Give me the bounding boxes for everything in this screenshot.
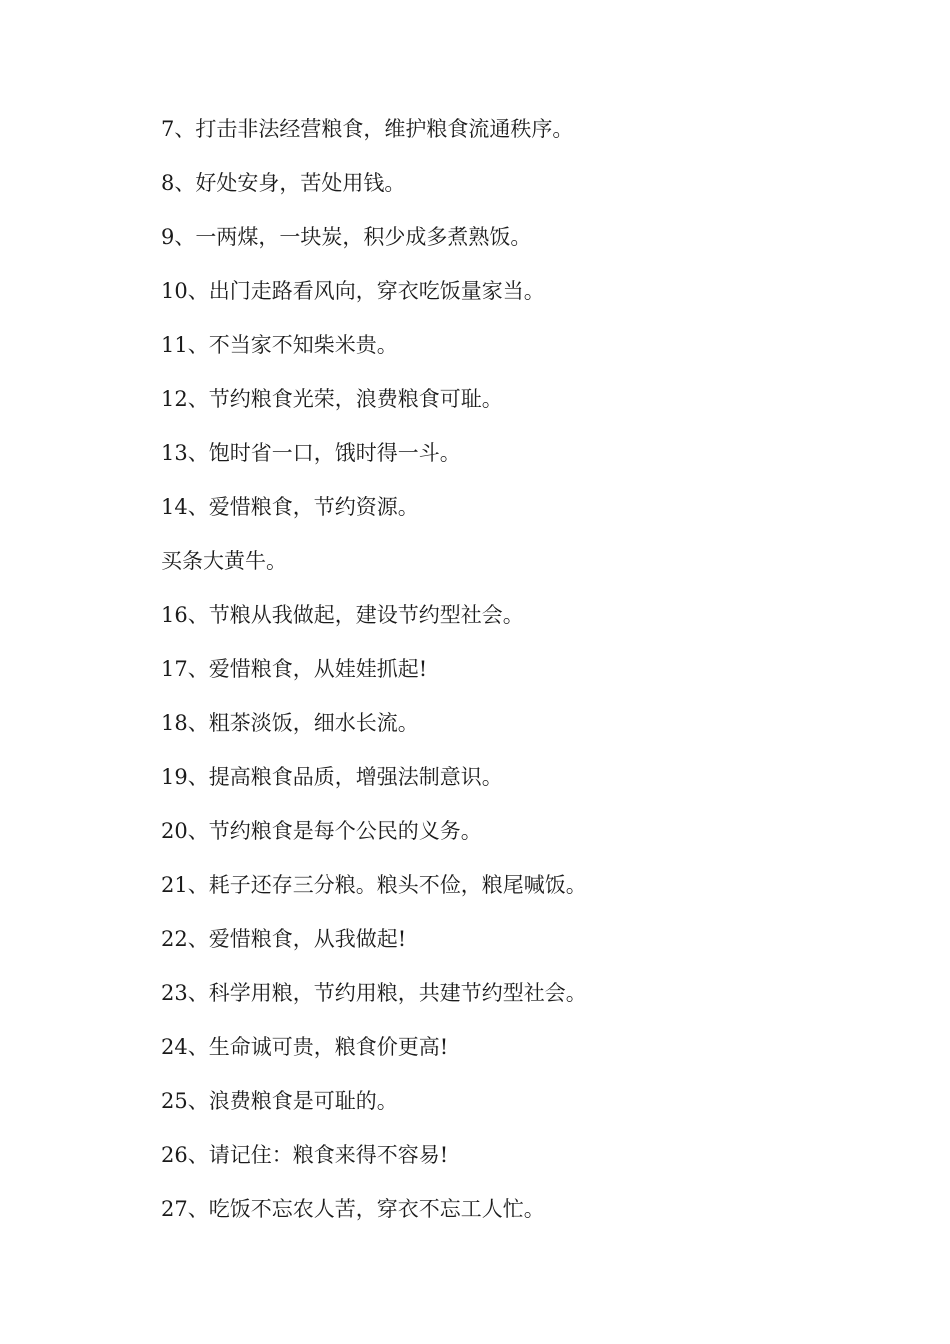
list-item: 9、一两煤，一块炭，积少成多煮熟饭。 xyxy=(161,225,532,249)
list-item: 22、爱惜粮食，从我做起! xyxy=(161,927,407,951)
list-item: 16、节粮从我做起，建设节约型社会。 xyxy=(161,603,524,627)
list-item: 14、爱惜粮食，节约资源。 xyxy=(161,495,419,519)
list-item: 25、浪费粮食是可耻的。 xyxy=(161,1089,398,1113)
list-item: 19、提高粮食品质，增强法制意识。 xyxy=(161,765,503,789)
list-item: 24、生命诚可贵，粮食价更高! xyxy=(161,1035,449,1059)
list-item: 12、节约粮食光荣，浪费粮食可耻。 xyxy=(161,387,503,411)
list-item: 21、耗子还存三分粮。粮头不俭，粮尾喊饭。 xyxy=(161,873,587,897)
list-item: 26、请记住：粮食来得不容易! xyxy=(161,1143,449,1167)
list-item: 13、饱时省一口，饿时得一斗。 xyxy=(161,441,461,465)
slogan-list xyxy=(161,112,881,1246)
list-item: 17、爱惜粮食，从娃娃抓起! xyxy=(161,657,428,681)
list-item: 11、不当家不知柴米贵。 xyxy=(161,333,398,357)
list-item: 23、科学用粮，节约用粮，共建节约型社会。 xyxy=(161,981,587,1005)
list-item: 买条大黄牛。 xyxy=(161,549,287,573)
list-item: 8、好处安身，苦处用钱。 xyxy=(161,171,406,195)
list-item: 27、吃饭不忘农人苦，穿衣不忘工人忙。 xyxy=(161,1197,545,1221)
list-item: 20、节约粮食是每个公民的义务。 xyxy=(161,819,482,843)
list-item: 10、出门走路看风向，穿衣吃饭量家当。 xyxy=(161,279,545,303)
list-item: 7、打击非法经营粮食，维护粮食流通秩序。 xyxy=(161,117,574,141)
list-item: 18、粗茶淡饭，细水长流。 xyxy=(161,711,419,735)
